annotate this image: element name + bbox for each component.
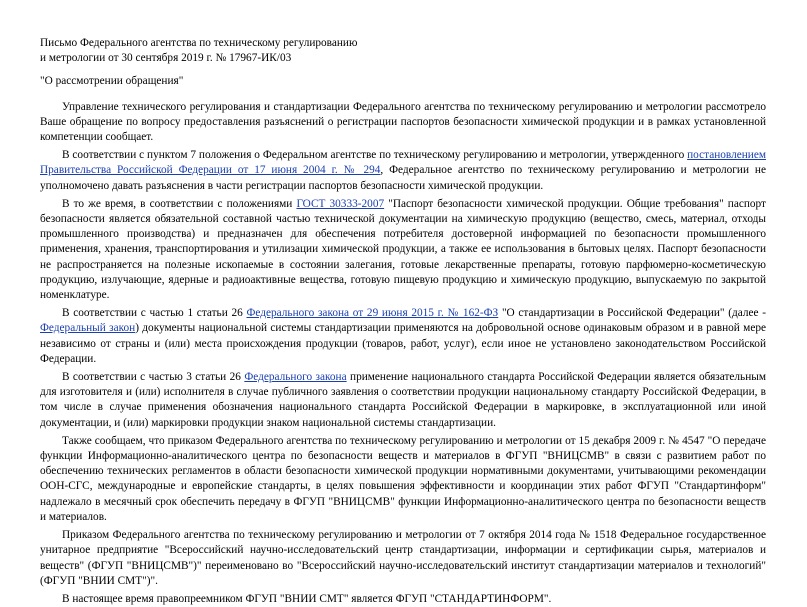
paragraph-4 [40, 306, 766, 367]
paragraph-3-text-a: В то же время, в соответствии с положениями [62, 197, 297, 210]
paragraph-5 [40, 370, 766, 431]
letter-subject: "О рассмотрении обращения" [40, 75, 184, 88]
paragraph-6-text: Также сообщаем, что приказом Федерального агентства по техническому регулированию и метрологии от 15 декабря 2009 г. № 4547 "О передаче функции Информационно-аналитического центра по безопасности веществ и материалов в ФГУП "ВНИЦСМВ" в связи с развитием работ по обеспечению технических регламентов в области безопасности химической продукции нормативными документами, учитывающими рекомендации ООН-СГС, международные и европейские стандарты, в целях повышения эффективности и координации этих работ ФГУП "Стандартинформ" надлежало в месячный срок обеспечить передачу в ФГУП "ВНИЦСМВ" функции Информационно-аналитического центра по безопасности веществ и материалов. [40, 434, 766, 523]
paragraph-7-text: Приказом Федерального агентства по техническому регулированию и метрологии от 7 октября 2014 года № 1518 Федеральное государственное унитарное предприятие "Всероссийский научно-исследовательский центр стандартизации, информации и сертификации сырья, материалов и веществ" (ФГУП "ВНИЦСМВ")" переименовано во "Всероссийский научно-исследовательский институт стандартизации материалов и технологий" (ФГУП "ВНИИ СМТ")". [40, 529, 766, 587]
paragraph-3 [40, 197, 766, 303]
paragraph-2-text-a: В соответствии с пунктом 7 положения о Федеральном агентстве по техническому регулированию и метрологии, утвержденного [62, 149, 688, 162]
federal-law-162-link[interactable]: Федерального закона от 29 июня 2015 г. № 162-ФЗ [246, 307, 499, 320]
federal-law-short-link[interactable]: Федеральный закон [40, 322, 136, 335]
title-line-1: Письмо Федерального агентства по техническому регулированию [40, 37, 358, 49]
title-line-2: и метрологии от 30 сентября 2019 г. № 17967-ИК/03 [40, 52, 292, 65]
paragraph-2 [40, 148, 766, 194]
paragraph-5-text-b: применение национального стандарта Российской Федерации является обязательным для изготовителя и (или) исполнителя в случае публичного заявления о соответствии продукции национальному стандарту Российской Федерации, в том числе в случае применения обозначения национального стандарта Российской Федерации в маркировке, в эксплуатационной или иной документации, и (или) маркировки продукции знаком национальной системы стандартизации. [40, 371, 766, 429]
paragraph-2-text-b: , Федеральное агентство по техническому регулированию и метрологии не уполномочено давать разъяснения в части регистрации паспортов безопасности химической продукции. [40, 164, 766, 192]
paragraph-1-text: Управление технического регулирования и стандартизации Федерального агентства по техническому регулированию и метрологии рассмотрело Ваше обращение по вопросу предоставления разъяснений о регистрации паспортов безопасности химической продукции и в рамках установленной компетенции сообщает. [40, 100, 766, 144]
paragraph-8 [40, 592, 766, 607]
paragraph-6 [40, 434, 766, 525]
document [40, 36, 766, 607]
paragraph-3-text-b: "Паспорт безопасности химической продукции. Общие требования" паспорт безопасности является обязательной составной частью технической документации на химическую продукцию (вещество, смесь, материал, отходы промышленного производства) и предназначен для обеспечения потребителя достоверной информацией по безопасности промышленного применения, хранения, транспортирования и утилизации химической продукции, а также ее использования в бытовых целях. Паспорт безопасности не распространяется на полезные ископаемые в состоянии залегания, готовые лекарственные препараты, готовую парфюмерно-косметическую продукцию, излучающие, ядерные и радиоактивные вещества, готовую пищевую продукцию и химическую продукцию, выпускаемую по закрытой номенклатуре. [40, 197, 766, 302]
letter-title [40, 36, 766, 66]
paragraph-4-text-c: ) документы национальной системы стандартизации применяются на добровольной основе одинаковым образом и в равной мере независимо от страны и (или) места происхождения продукции (товаров, работ, услуг), если иное не установлено законодательством Российской Федерации. [40, 322, 766, 365]
paragraph-1 [40, 100, 766, 146]
paragraph-4-text-b: "О стандартизации в Российской Федерации" (далее - [498, 307, 766, 320]
paragraph-4-text-a: В соответствии с частью 1 статьи 26 [62, 307, 247, 320]
gost-link[interactable]: ГОСТ 30333-2007 [296, 197, 385, 210]
paragraph-7 [40, 528, 766, 589]
government-decree-link[interactable]: постановлением Правительства Российской Федерации от 17 июня 2004 г. № 294 [40, 149, 766, 177]
paragraph-8-text: В настоящее время правопреемником ФГУП "ВНИИ СМТ" является ФГУП "СТАНДАРТИНФОРМ". [62, 592, 552, 605]
federal-law-link[interactable]: Федерального закона [244, 371, 347, 384]
paragraph-5-text-a: В соответствии с частью 3 статьи 26 [62, 371, 245, 384]
